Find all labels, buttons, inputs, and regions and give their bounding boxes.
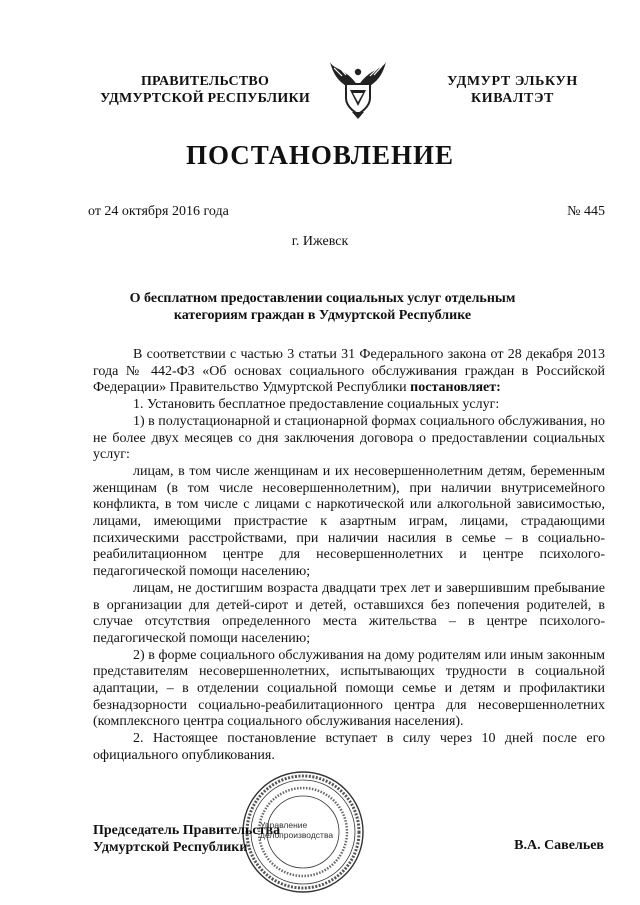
paragraph-1-1: 1) в полустационарной и стационарной формах социального обслуживания, но не более двух месяцев со дня заключения договора о предоставлении социальных услуг: bbox=[93, 413, 605, 463]
document-city: г. Ижевск bbox=[291, 234, 349, 249]
header-right bbox=[420, 73, 605, 107]
paragraph-1-2: 2) в форме социального обслуживания на дому родителям или иным законным представителям несовершеннолетних, испытывающих трудности в социальной адаптации, – в отделении социальной помощи семье и детям и профилактики безнадзорности социально-реабилитационного центра для несовершеннолетних (комплексного центра социального обслуживания населения). bbox=[93, 647, 605, 730]
header-right-line1: УДМУРТ ЭЛЬКУН bbox=[447, 74, 578, 89]
signature-position-line2: Удмуртской Республики bbox=[93, 840, 248, 855]
stamp-line2: делопроизводства bbox=[260, 830, 334, 840]
paragraph-1: 1. Установить бесплатное предоставление социальных услуг: bbox=[133, 397, 500, 413]
stamp-line1: Управление bbox=[260, 820, 308, 830]
coat-of-arms-icon bbox=[328, 58, 388, 120]
paragraph-2: 2. Настоящее постановление вступает в силу через 10 дней после его официального опубликования. bbox=[93, 731, 605, 763]
signature-position-line1: Председатель Правительства bbox=[93, 823, 281, 838]
document-body bbox=[93, 347, 605, 765]
signature-position bbox=[93, 822, 280, 856]
header-right-line2: КИВАЛТЭТ bbox=[470, 91, 554, 106]
header-left-line2: УДМУРТСКОЙ РЕСПУБЛИКИ bbox=[100, 91, 310, 106]
intro-text: В соответствии с частью 3 статьи 31 Федерального закона от 28 декабря 2013 года № 442-ФЗ «Об основах социального обслуживания граждан в Российской Федерации» Правительство Удмуртской Республики bbox=[93, 347, 605, 396]
paragraph-1-1-b: лицам, не достигшим возраста двадцати трех лет и завершившим пребывание в организации для детей-сирот и детей, оставшихся без попечения родителей, в случае отсутствия определенного места жительства – в центре психолого-педагогической помощи населению; bbox=[93, 580, 605, 646]
header-left bbox=[90, 73, 320, 107]
signature-name: В.А. Савельев bbox=[514, 838, 604, 853]
paragraph-intro bbox=[93, 347, 605, 397]
document-subject: О бесплатном предоставлении социальных услуг отдельным категориям граждан в Удмуртской Республике bbox=[129, 291, 516, 323]
document-title: ПОСТАНОВЛЕНИЕ bbox=[185, 140, 455, 170]
document-number: № 445 bbox=[567, 204, 605, 219]
intro-decree-word: постановляет: bbox=[410, 380, 501, 396]
paragraph-1-1-a: лицам, в том числе женщинам и их несовершеннолетним детям, беременным женщинам (в том числе несовершеннолетним), при наличии внутрисемейного конфликта, в том числе с лицами с наркотической или алкогольной зависимостью, лицами, имеющими пристрастие к азартным играм, лицами, страдающими психическими расстройствами, при наличии насилия в семье – в социально-реабилитационном центре для несовершеннолетних и центре психолого-педагогической помощи населению; bbox=[93, 463, 605, 580]
document-date: от 24 октября 2016 года bbox=[88, 204, 229, 219]
header-left-line1: ПРАВИТЕЛЬСТВО bbox=[140, 74, 270, 89]
